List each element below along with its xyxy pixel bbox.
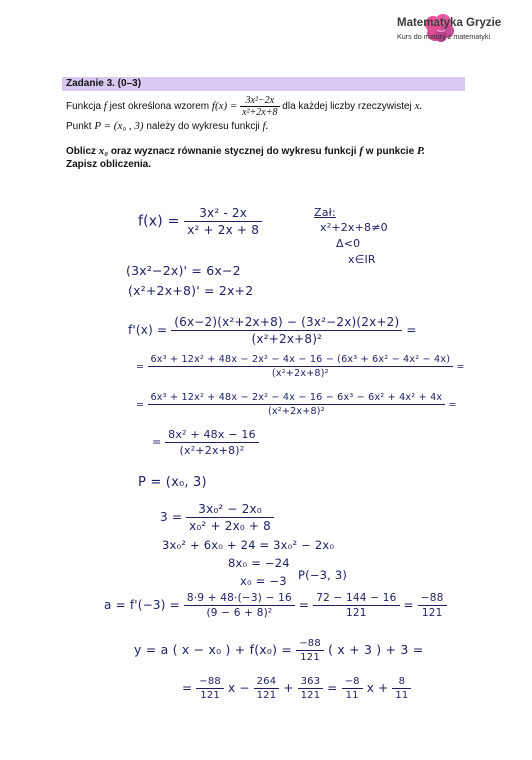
fraction-numerator: 72 − 144 − 16: [313, 592, 399, 606]
hw-fraction: [186, 502, 274, 533]
hw-text: f(x) =: [138, 213, 180, 230]
text-segment: w punkcie: [365, 146, 415, 157]
hw-fraction: [184, 206, 262, 237]
fraction-denominator: (x²+2x+8)²: [251, 332, 323, 346]
text-segment: Oblicz: [66, 146, 97, 157]
math-fraction: [240, 95, 279, 118]
domain-line-3: x∈IR: [348, 253, 376, 266]
hw-fraction: [184, 592, 295, 619]
task-title: Zadanie 3. (0–3): [66, 78, 142, 89]
fraction-denominator: (x²+2x+8)²: [267, 406, 325, 417]
fraction-denominator: 121: [256, 690, 277, 701]
tangent-final: [182, 676, 411, 701]
hw-fraction: [254, 676, 280, 701]
hw-equals: =: [456, 361, 465, 373]
hw-text: y = a ( x − x₀ ) + f(x₀) =: [134, 642, 293, 657]
hw-text: 3 =: [160, 510, 183, 524]
hw-text: x +: [366, 681, 389, 695]
hw-equals: =: [182, 681, 193, 695]
fraction-numerator: (6x−2)(x²+2x+8) − (3x²−2x)(2x+2): [171, 315, 402, 331]
fraction-numerator: 264: [254, 676, 280, 689]
hw-fraction: [418, 592, 447, 619]
fraction-numerator: −88: [296, 638, 324, 651]
math-x: x.: [414, 100, 423, 113]
hw-equals: =: [327, 681, 338, 695]
derivative-step-1: [128, 315, 417, 346]
hw-text: f'(x) =: [128, 323, 168, 337]
fraction-denominator: x₀² + 2x₀ + 8: [189, 519, 271, 533]
hw-equals: =: [136, 361, 145, 373]
fraction-denominator: 121: [300, 652, 320, 663]
point-step-3: x₀ = −3: [240, 574, 287, 588]
task-instruction-2: Zapisz obliczenia.: [66, 159, 152, 170]
fraction-denominator: x²+2x+8: [242, 107, 278, 118]
derivative-line-2: (x²+2x+8)' = 2x+2: [128, 283, 254, 298]
fraction-numerator: 8x² + 48x − 16: [165, 428, 259, 443]
fraction-denominator: x² + 2x + 8: [187, 223, 260, 237]
hw-equals: =: [152, 435, 162, 449]
text-segment: należy do wykresu funkcji: [146, 121, 260, 132]
hw-plus: +: [283, 681, 294, 695]
fraction-denominator: (x²+2x+8)²: [271, 368, 329, 379]
brand-title: Matematyka Gryzie: [397, 17, 502, 29]
hw-fraction: [171, 315, 402, 346]
fraction-numerator: 3x²−2x: [240, 95, 279, 107]
math-x0: x₀: [98, 145, 109, 157]
text-segment: Punkt: [66, 121, 92, 132]
fraction-denominator: 121: [346, 607, 367, 619]
fraction-numerator: 8: [392, 676, 411, 689]
point-coordinates: P(−3, 3): [298, 568, 348, 582]
domain-line-1: x²+2x+8≠0: [320, 221, 388, 234]
math-f: f: [359, 145, 364, 157]
text-segment: dla każdej liczby rzeczywistej: [282, 101, 412, 113]
fraction-numerator: −8: [342, 676, 363, 689]
math-p: P.: [416, 145, 425, 157]
math-f: f.: [262, 120, 269, 132]
fraction-numerator: 3x² - 2x: [184, 206, 262, 222]
hw-fraction: [298, 676, 324, 701]
fraction-numerator: −88: [196, 676, 224, 689]
task-line-2: [66, 120, 268, 132]
fraction-denominator: (9 − 6 + 8)²: [206, 607, 273, 619]
fraction-denominator: 121: [200, 690, 220, 701]
fraction-numerator: 3x₀² − 2x₀: [186, 502, 274, 518]
point-step-2: 8x₀ = −24: [228, 556, 290, 570]
fraction-denominator: (x²+2x+8)²: [179, 444, 245, 457]
hw-equals: =: [406, 323, 417, 337]
slope-calculation: [104, 592, 447, 619]
hw-fraction: [342, 676, 363, 701]
fraction-denominator: 121: [300, 690, 321, 701]
hw-fraction: [313, 592, 399, 619]
hw-fraction: [392, 676, 411, 701]
task-line-1: [66, 95, 422, 118]
fraction-numerator: −88: [418, 592, 447, 606]
point-equation: [160, 502, 274, 533]
hw-equals: =: [136, 399, 145, 411]
text-segment: jest określona wzorem: [109, 101, 210, 113]
hw-text: a = f'(−3) =: [104, 598, 180, 612]
math-point: P = (x₀ , 3): [94, 120, 144, 132]
hw-equals: =: [403, 598, 414, 612]
domain-title: Zał:: [314, 206, 336, 219]
derivative-step-4: [152, 428, 259, 457]
solution-fx: [138, 206, 262, 237]
point-definition: P = (x₀, 3): [138, 475, 207, 490]
hw-fraction: [165, 428, 259, 457]
derivative-line-1: (3x²−2x)' = 6x−2: [126, 263, 241, 278]
hw-equals: =: [448, 399, 457, 411]
text-segment: Funkcja: [66, 101, 102, 113]
fraction-denominator: 121: [421, 607, 443, 619]
hw-equals: =: [298, 598, 310, 612]
fraction-denominator: 11: [345, 690, 359, 701]
fraction-numerator: 8·9 + 48·(−3) − 16: [184, 592, 295, 606]
domain-line-2: Δ<0: [336, 237, 361, 250]
hw-text: x −: [228, 681, 250, 695]
math-f: f: [103, 100, 107, 113]
hw-fraction: [148, 392, 446, 417]
hw-text: ( x + 3 ) + 3 =: [328, 642, 424, 657]
fraction-numerator: 6x³ + 12x² + 48x − 2x² − 4x − 16 − (6x³ + 6x² − 4x² − 4x): [148, 354, 454, 367]
task-instruction-1: [66, 145, 425, 157]
fraction-numerator: 363: [298, 676, 324, 689]
fraction-denominator: 11: [395, 690, 409, 701]
math-fx: f(x) =: [211, 100, 238, 113]
derivative-step-2: [136, 354, 465, 379]
derivative-step-3: [136, 392, 457, 417]
hw-fraction: [148, 354, 454, 379]
text-segment: oraz wyznacz równanie stycznej do wykresu funkcji: [110, 146, 357, 157]
hw-fraction: [296, 638, 324, 663]
fraction-numerator: 6x³ + 12x² + 48x − 2x² − 4x − 16 − 6x³ − 6x² + 4x² + 4x: [148, 392, 446, 405]
point-step-1: 3x₀² + 6x₀ + 24 = 3x₀² − 2x₀: [162, 538, 335, 552]
hw-fraction: [196, 676, 224, 701]
brand-subtitle: Kurs do matury z matematyki: [397, 32, 491, 41]
tangent-equation: [134, 638, 423, 663]
